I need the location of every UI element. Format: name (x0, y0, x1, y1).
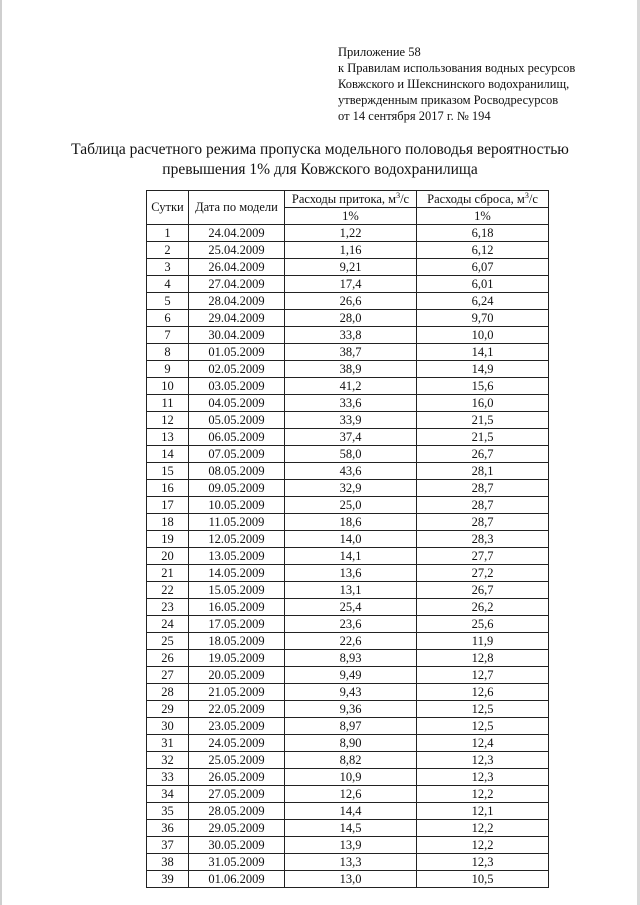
inflow-cell: 32,9 (285, 480, 417, 497)
date-cell: 26.04.2009 (189, 259, 285, 276)
date-cell: 03.05.2009 (189, 378, 285, 395)
date-cell: 30.04.2009 (189, 327, 285, 344)
outflow-cell: 26,2 (417, 599, 549, 616)
inflow-cell: 18,6 (285, 514, 417, 531)
day-cell: 10 (147, 378, 189, 395)
table-row (147, 446, 549, 463)
outflow-cell: 15,6 (417, 378, 549, 395)
table-row (147, 769, 549, 786)
inflow-cell: 23,6 (285, 616, 417, 633)
inflow-cell: 8,90 (285, 735, 417, 752)
table-row (147, 718, 549, 735)
outflow-cell: 28,3 (417, 531, 549, 548)
inflow-cell: 14,0 (285, 531, 417, 548)
date-cell: 04.05.2009 (189, 395, 285, 412)
inflow-cell: 33,6 (285, 395, 417, 412)
flood-regime-table (146, 190, 549, 888)
inflow-cell: 8,97 (285, 718, 417, 735)
date-cell: 06.05.2009 (189, 429, 285, 446)
table-row (147, 310, 549, 327)
outflow-cell: 10,0 (417, 327, 549, 344)
appendix-note: Приложение 58 к Правилам использования водных ресурсов Ковжского и Шекснинского водохранилищ, утвержденным приказом Росводресурсов от 14 сентября 2017 г. № 194 (338, 45, 576, 123)
table-row (147, 599, 549, 616)
header-outflow-unit: /с (528, 191, 538, 206)
inflow-cell: 13,1 (285, 582, 417, 599)
table-row (147, 293, 549, 310)
table-header (147, 191, 549, 225)
table-row (147, 225, 549, 242)
table-row (147, 803, 549, 820)
outflow-cell: 28,7 (417, 480, 549, 497)
inflow-cell: 37,4 (285, 429, 417, 446)
date-cell: 27.04.2009 (189, 276, 285, 293)
inflow-cell: 9,21 (285, 259, 417, 276)
date-cell: 27.05.2009 (189, 786, 285, 803)
date-cell: 05.05.2009 (189, 412, 285, 429)
outflow-cell: 6,01 (417, 276, 549, 293)
outflow-cell: 26,7 (417, 582, 549, 599)
table-row (147, 395, 549, 412)
inflow-cell: 14,5 (285, 820, 417, 837)
day-cell: 1 (147, 225, 189, 242)
date-cell: 22.05.2009 (189, 701, 285, 718)
outflow-cell: 12,3 (417, 854, 549, 871)
outflow-cell: 14,1 (417, 344, 549, 361)
date-cell: 31.05.2009 (189, 854, 285, 871)
inflow-cell: 38,9 (285, 361, 417, 378)
inflow-cell: 9,49 (285, 667, 417, 684)
table-row (147, 480, 549, 497)
table-row (147, 497, 549, 514)
table-row (147, 361, 549, 378)
header-outflow-label: Расходы сброса, м (427, 191, 525, 206)
outflow-cell: 28,7 (417, 497, 549, 514)
outflow-cell: 12,1 (417, 803, 549, 820)
day-cell: 30 (147, 718, 189, 735)
day-cell: 28 (147, 684, 189, 701)
outflow-cell: 28,1 (417, 463, 549, 480)
table-row (147, 276, 549, 293)
date-cell: 23.05.2009 (189, 718, 285, 735)
day-cell: 25 (147, 633, 189, 650)
table-row (147, 548, 549, 565)
header-inflow-unit: /с (400, 191, 410, 206)
day-cell: 12 (147, 412, 189, 429)
day-cell: 34 (147, 786, 189, 803)
date-cell: 09.05.2009 (189, 480, 285, 497)
inflow-cell: 41,2 (285, 378, 417, 395)
day-cell: 35 (147, 803, 189, 820)
date-cell: 30.05.2009 (189, 837, 285, 854)
scan-edge-left (0, 0, 2, 905)
inflow-cell: 1,16 (285, 242, 417, 259)
outflow-cell: 6,18 (417, 225, 549, 242)
inflow-cell: 33,8 (285, 327, 417, 344)
table-row (147, 786, 549, 803)
outflow-cell: 11,9 (417, 633, 549, 650)
outflow-cell: 12,6 (417, 684, 549, 701)
table-row (147, 327, 549, 344)
document-title (0, 140, 640, 180)
table-row (147, 871, 549, 888)
outflow-cell: 12,3 (417, 752, 549, 769)
inflow-cell: 9,36 (285, 701, 417, 718)
table-row (147, 565, 549, 582)
table-row (147, 633, 549, 650)
date-cell: 17.05.2009 (189, 616, 285, 633)
date-cell: 12.05.2009 (189, 531, 285, 548)
inflow-cell: 33,9 (285, 412, 417, 429)
date-cell: 24.04.2009 (189, 225, 285, 242)
outflow-cell: 21,5 (417, 412, 549, 429)
table-row (147, 344, 549, 361)
day-cell: 14 (147, 446, 189, 463)
date-cell: 28.04.2009 (189, 293, 285, 310)
inflow-cell: 22,6 (285, 633, 417, 650)
table-row (147, 684, 549, 701)
outflow-cell: 12,4 (417, 735, 549, 752)
outflow-cell: 25,6 (417, 616, 549, 633)
table-row (147, 582, 549, 599)
day-cell: 39 (147, 871, 189, 888)
table-row (147, 378, 549, 395)
day-cell: 4 (147, 276, 189, 293)
inflow-cell: 43,6 (285, 463, 417, 480)
day-cell: 20 (147, 548, 189, 565)
date-cell: 29.05.2009 (189, 820, 285, 837)
table-body (147, 225, 549, 888)
inflow-cell: 28,0 (285, 310, 417, 327)
outflow-cell: 12,3 (417, 769, 549, 786)
table-row (147, 735, 549, 752)
inflow-cell: 13,9 (285, 837, 417, 854)
inflow-cell: 58,0 (285, 446, 417, 463)
date-cell: 25.05.2009 (189, 752, 285, 769)
day-cell: 13 (147, 429, 189, 446)
day-cell: 37 (147, 837, 189, 854)
date-cell: 28.05.2009 (189, 803, 285, 820)
inflow-cell: 38,7 (285, 344, 417, 361)
title-line-1: Таблица расчетного режима пропуска модельного половодья вероятностью (71, 141, 569, 158)
header-day: Сутки (147, 191, 189, 225)
outflow-cell: 12,5 (417, 718, 549, 735)
inflow-cell: 12,6 (285, 786, 417, 803)
table-row (147, 701, 549, 718)
outflow-cell: 21,5 (417, 429, 549, 446)
header-date: Дата по модели (189, 191, 285, 225)
day-cell: 38 (147, 854, 189, 871)
outflow-cell: 10,5 (417, 871, 549, 888)
inflow-cell: 8,93 (285, 650, 417, 667)
date-cell: 14.05.2009 (189, 565, 285, 582)
date-cell: 07.05.2009 (189, 446, 285, 463)
inflow-cell: 14,1 (285, 548, 417, 565)
date-cell: 25.04.2009 (189, 242, 285, 259)
date-cell: 10.05.2009 (189, 497, 285, 514)
day-cell: 27 (147, 667, 189, 684)
day-cell: 18 (147, 514, 189, 531)
inflow-cell: 1,22 (285, 225, 417, 242)
header-inflow (285, 191, 417, 208)
outflow-cell: 6,07 (417, 259, 549, 276)
day-cell: 17 (147, 497, 189, 514)
day-cell: 8 (147, 344, 189, 361)
date-cell: 11.05.2009 (189, 514, 285, 531)
table-row (147, 514, 549, 531)
day-cell: 19 (147, 531, 189, 548)
inflow-cell: 25,0 (285, 497, 417, 514)
table-row (147, 412, 549, 429)
day-cell: 36 (147, 820, 189, 837)
table-row (147, 242, 549, 259)
outflow-cell: 12,2 (417, 837, 549, 854)
outflow-cell: 12,8 (417, 650, 549, 667)
header-outflow (417, 191, 549, 208)
header-inflow-probability: 1% (285, 208, 417, 225)
inflow-cell: 13,0 (285, 871, 417, 888)
date-cell: 24.05.2009 (189, 735, 285, 752)
header-outflow-probability: 1% (417, 208, 549, 225)
inflow-cell: 8,82 (285, 752, 417, 769)
day-cell: 6 (147, 310, 189, 327)
outflow-cell: 14,9 (417, 361, 549, 378)
date-cell: 18.05.2009 (189, 633, 285, 650)
table-row (147, 752, 549, 769)
day-cell: 29 (147, 701, 189, 718)
outflow-cell: 16,0 (417, 395, 549, 412)
date-cell: 16.05.2009 (189, 599, 285, 616)
day-cell: 11 (147, 395, 189, 412)
day-cell: 26 (147, 650, 189, 667)
outflow-cell: 28,7 (417, 514, 549, 531)
inflow-cell: 9,43 (285, 684, 417, 701)
inflow-cell: 25,4 (285, 599, 417, 616)
outflow-cell: 27,7 (417, 548, 549, 565)
inflow-cell: 17,4 (285, 276, 417, 293)
date-cell: 21.05.2009 (189, 684, 285, 701)
date-cell: 08.05.2009 (189, 463, 285, 480)
header-outflow-power: 3 (524, 190, 529, 200)
inflow-cell: 13,3 (285, 854, 417, 871)
table-row (147, 616, 549, 633)
header-inflow-power: 3 (396, 190, 401, 200)
date-cell: 26.05.2009 (189, 769, 285, 786)
day-cell: 32 (147, 752, 189, 769)
outflow-cell: 26,7 (417, 446, 549, 463)
inflow-cell: 14,4 (285, 803, 417, 820)
outflow-cell: 27,2 (417, 565, 549, 582)
table-row (147, 650, 549, 667)
outflow-cell: 6,12 (417, 242, 549, 259)
table-row (147, 259, 549, 276)
table-row (147, 531, 549, 548)
day-cell: 16 (147, 480, 189, 497)
title-line-2: превышения 1% для Ковжского водохранилища (162, 161, 478, 178)
day-cell: 23 (147, 599, 189, 616)
date-cell: 29.04.2009 (189, 310, 285, 327)
table-row (147, 429, 549, 446)
day-cell: 33 (147, 769, 189, 786)
date-cell: 02.05.2009 (189, 361, 285, 378)
day-cell: 21 (147, 565, 189, 582)
outflow-cell: 12,5 (417, 701, 549, 718)
day-cell: 9 (147, 361, 189, 378)
table-row (147, 667, 549, 684)
day-cell: 15 (147, 463, 189, 480)
date-cell: 01.05.2009 (189, 344, 285, 361)
date-cell: 01.06.2009 (189, 871, 285, 888)
inflow-cell: 10,9 (285, 769, 417, 786)
day-cell: 3 (147, 259, 189, 276)
inflow-cell: 13,6 (285, 565, 417, 582)
outflow-cell: 9,70 (417, 310, 549, 327)
day-cell: 2 (147, 242, 189, 259)
table-row (147, 837, 549, 854)
date-cell: 20.05.2009 (189, 667, 285, 684)
table-row (147, 463, 549, 480)
day-cell: 7 (147, 327, 189, 344)
outflow-cell: 12,2 (417, 820, 549, 837)
day-cell: 22 (147, 582, 189, 599)
day-cell: 5 (147, 293, 189, 310)
date-cell: 15.05.2009 (189, 582, 285, 599)
outflow-cell: 12,7 (417, 667, 549, 684)
outflow-cell: 12,2 (417, 786, 549, 803)
inflow-cell: 26,6 (285, 293, 417, 310)
date-cell: 19.05.2009 (189, 650, 285, 667)
header-inflow-label: Расходы притока, м (291, 191, 397, 206)
outflow-cell: 6,24 (417, 293, 549, 310)
table-row (147, 820, 549, 837)
date-cell: 13.05.2009 (189, 548, 285, 565)
day-cell: 24 (147, 616, 189, 633)
table-row (147, 854, 549, 871)
day-cell: 31 (147, 735, 189, 752)
